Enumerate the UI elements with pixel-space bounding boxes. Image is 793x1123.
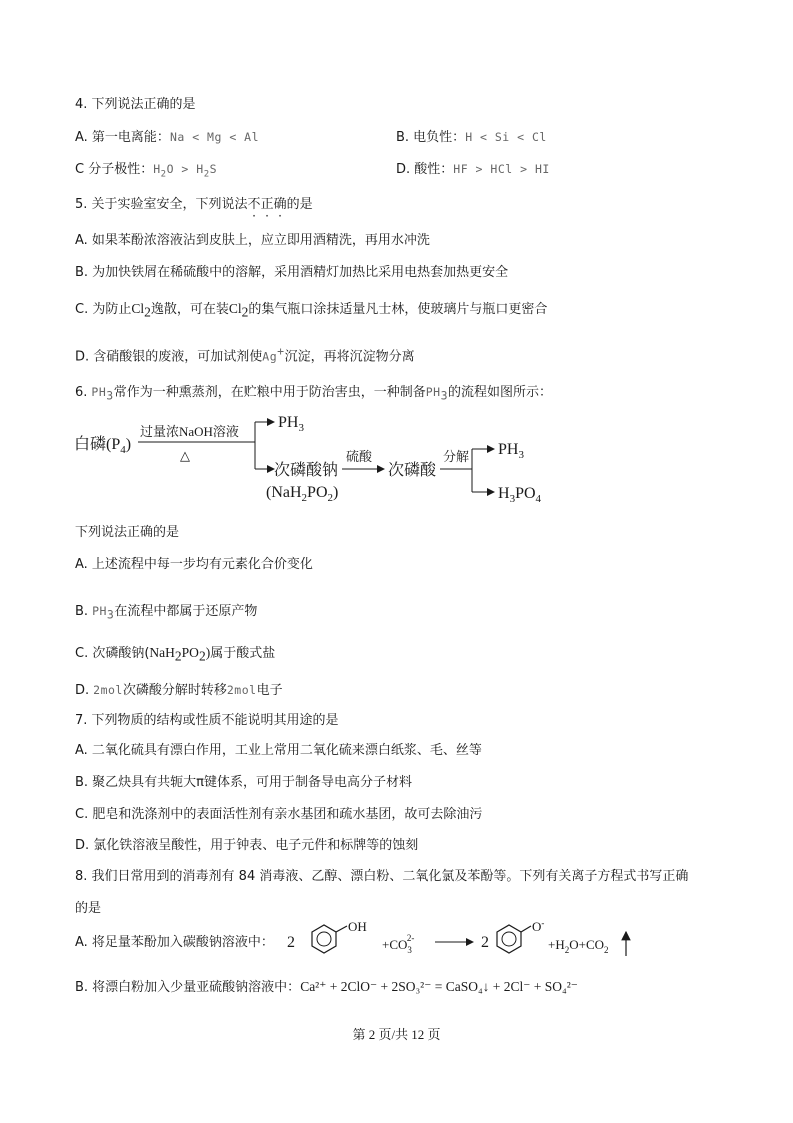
flow-acid: 硫酸	[346, 449, 373, 464]
page-footer: 第 2 页/共 12 页	[352, 1027, 441, 1042]
eq-a-coef1: 2	[287, 934, 295, 951]
q4-b-label: B. 电负性：	[396, 130, 466, 145]
q7-option-b: B. 聚乙炔具有共轭大π键体系，可用于制备导电高分子材料	[75, 775, 413, 790]
q8-b-label: B. 将漂白粉加入少量亚硫酸钠溶液中：	[75, 980, 301, 995]
eq-a-o: O-	[532, 918, 545, 934]
flow-mid: 次磷酸钠	[274, 462, 339, 479]
flow-start: 白磷$(P_4)$	[74, 436, 132, 456]
q6-prompt: 下列说法正确的是	[75, 525, 180, 540]
benzene-ring-icon	[312, 925, 336, 953]
benzene-ring-icon-2	[497, 925, 521, 953]
q5-option-b: B. 为加快铁屑在稀硫酸中的溶解，采用酒精灯加热比采用电热套加热更安全	[75, 265, 509, 280]
q4-option-d	[396, 160, 550, 179]
q5-stem: 5. 关于实验室安全，下列说法不正确的是	[75, 197, 313, 212]
flow-decompose: 分解	[443, 449, 470, 464]
q8-stem-line1: 8. 我们日常用到的消毒剂有 84 消毒液、乙醇、漂白粉、二氧化氯及苯酚等。下列有关离子方程式书写正确	[75, 869, 689, 884]
q8-option-b	[75, 978, 578, 997]
q7-stem: 7. 下列物质的结构或性质不能说明其用途的是	[75, 713, 339, 728]
q8-stem-line2: 的是	[75, 901, 102, 916]
q4-c-label: C 分子极性：	[75, 162, 154, 177]
q6-option-c: C. 次磷酸钠$(NaH_2PO_2)$属于酸式盐	[75, 645, 276, 664]
eq-a-coef2: 2	[481, 934, 489, 951]
flow-condition: 过量浓NaOH溶液	[140, 424, 239, 439]
flow-acid-product: 次磷酸	[388, 462, 437, 479]
flow-out-ph3-2: $PH_3$	[498, 441, 524, 461]
q4-stem: 4. 下列说法正确的是	[75, 97, 196, 112]
q7-option-d: D. 氯化铁溶液呈酸性，用于钟表、电子元件和标牌等的蚀刻	[75, 838, 419, 853]
q4-c-formula: $H_2O > H_2S$	[153, 162, 218, 180]
q4-a-label: A. 第一电离能：	[75, 130, 170, 145]
flow-out-h3po4: $H_3PO_4$	[498, 485, 542, 505]
q8-option-a-label: A. 将足量苯酚加入碳酸钠溶液中：	[75, 935, 274, 950]
q7-option-a: A. 二氧化硫具有漂白作用，工业上常用二氧化硫来漂白纸浆、毛、丝等	[75, 743, 482, 758]
q4-option-c	[75, 160, 217, 183]
q5-option-c: C. 为防止$Cl_2$逸散，可在装$Cl_2$的集气瓶口涂抹适量凡士林，使玻璃片与瓶口更密合	[75, 301, 548, 320]
q4-option-a	[75, 128, 259, 147]
q5-option-d: D. 含硝酸银的废液，可加试剂使Ag+沉淀，再将沉淀物分离	[75, 344, 415, 365]
benzene-inner-icon	[317, 932, 331, 946]
q8-b-equation: Ca²⁺ + 2ClO⁻ + 2SO₃²⁻ = CaSO₄↓ + 2Cl⁻ + SO₄²⁻	[300, 979, 578, 994]
q6-option-d: D. 2mol次磷酸分解时转移2mol电子	[75, 683, 283, 698]
q6-option-a: A. 上述流程中每一步均有元素化合价变化	[75, 557, 313, 572]
flow-heat: △	[180, 448, 190, 463]
flow-mid-formula: $(NaH_2PO_2)$	[266, 484, 339, 504]
eq-a-co3: $+CO_32-$	[382, 933, 415, 955]
bond-line	[336, 926, 347, 932]
q4-d-formula: HF > HCl > HI	[453, 162, 550, 176]
benzene-inner-icon-2	[502, 932, 516, 946]
bond-line-2	[521, 926, 531, 932]
flow-out-ph3: $PH_3$	[278, 414, 304, 434]
q6-stem: 6. $PH_3$常作为一种熏蒸剂，在贮粮中用于防治害虫，一种制备$PH_3$的流程如图所示：	[75, 385, 553, 403]
q4-option-b	[396, 128, 547, 147]
q6-option-b: B. $PH_3$在流程中都属于还原产物	[75, 604, 258, 622]
q7-option-c: C. 肥皂和洗涤剂中的表面活性剂有亲水基团和疏水基团，故可去除油污	[75, 807, 483, 822]
eq-a-oh: OH	[348, 919, 367, 934]
eq-a-products: $+H_2O+CO_2$	[548, 937, 609, 955]
q5-option-a: A. 如果苯酚浓溶液沾到皮肤上，应立即用酒精洗，再用水冲洗	[75, 233, 430, 248]
q4-d-label: D. 酸性：	[396, 162, 454, 177]
q6-flow-diagram	[70, 412, 590, 512]
q4-a-formula: Na < Mg < Al	[169, 130, 260, 144]
q4-b-formula: H < Si < Cl	[465, 130, 547, 144]
q8-option-a-equation	[285, 914, 665, 962]
